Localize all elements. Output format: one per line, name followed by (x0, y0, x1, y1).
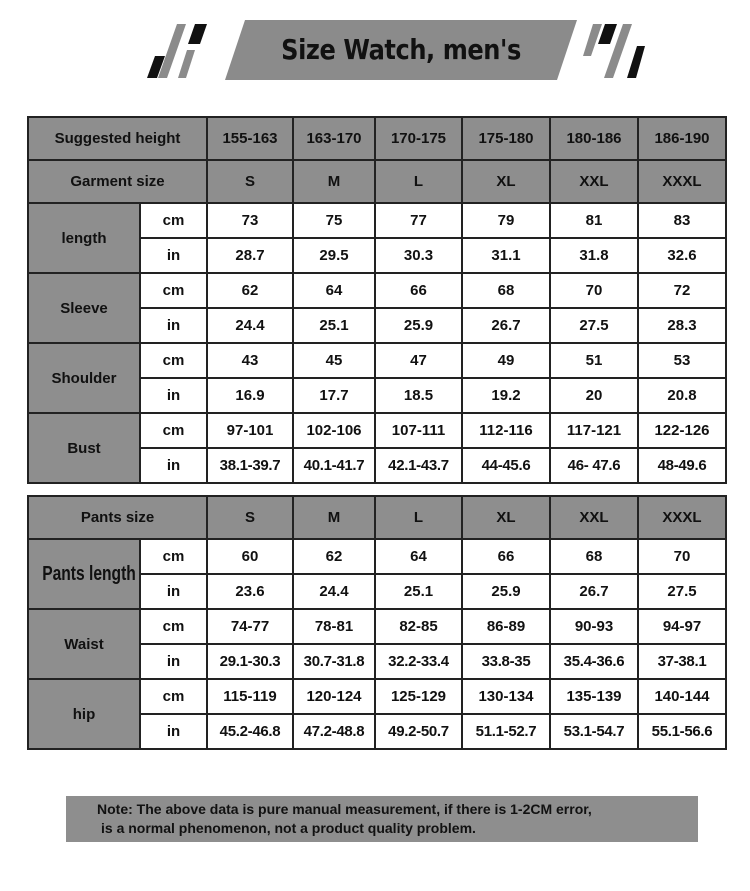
unit-cm: cm (140, 273, 207, 308)
value-cell: 47 (375, 343, 462, 378)
garment-size-label: Garment size (28, 160, 207, 203)
value-cell: 28.3 (638, 308, 726, 343)
size-cell: XXXL (638, 496, 726, 539)
value-cell: 27.5 (638, 574, 726, 609)
value-cell: 64 (293, 273, 375, 308)
value-cell: 66 (462, 539, 550, 574)
measure-label-hip: hip (28, 679, 140, 749)
garment-size-row (28, 160, 726, 203)
table-row (28, 609, 726, 644)
table-row (28, 203, 726, 238)
value-cell: 31.1 (462, 238, 550, 273)
value-cell: 53 (638, 343, 726, 378)
measure-label-shoulder: Shoulder (28, 343, 140, 413)
unit-in: in (140, 378, 207, 413)
value-cell: 94-97 (638, 609, 726, 644)
value-cell: 49 (462, 343, 550, 378)
value-cell: 78-81 (293, 609, 375, 644)
value-cell: 66 (375, 273, 462, 308)
slash-stripes-left-icon (145, 22, 207, 78)
size-cell: M (293, 160, 375, 203)
size-cell: S (207, 160, 293, 203)
value-cell: 122-126 (638, 413, 726, 448)
value-cell: 29.1-30.3 (207, 644, 293, 679)
height-cell: 186-190 (638, 117, 726, 160)
height-cell: 155-163 (207, 117, 293, 160)
value-cell: 25.9 (462, 574, 550, 609)
value-cell: 49.2-50.7 (375, 714, 462, 749)
value-cell: 33.8-35 (462, 644, 550, 679)
value-cell: 29.5 (293, 238, 375, 273)
size-cell: L (375, 160, 462, 203)
unit-cm: cm (140, 609, 207, 644)
value-cell: 27.5 (550, 308, 638, 343)
value-cell: 112-116 (462, 413, 550, 448)
note-line-2: is a normal phenomenon, not a product quality problem. (101, 820, 476, 836)
garment-size-table (27, 116, 727, 484)
value-cell: 42.1-43.7 (375, 448, 462, 483)
value-cell: 28.7 (207, 238, 293, 273)
value-cell: 117-121 (550, 413, 638, 448)
measure-label-sleeve: Sleeve (28, 273, 140, 343)
value-cell: 32.6 (638, 238, 726, 273)
value-cell: 26.7 (550, 574, 638, 609)
unit-cm: cm (140, 539, 207, 574)
value-cell: 86-89 (462, 609, 550, 644)
size-cell: XL (462, 496, 550, 539)
value-cell: 102-106 (293, 413, 375, 448)
pants-size-label: Pants size (28, 496, 207, 539)
measure-label-pants-length (28, 539, 140, 609)
value-cell: 68 (550, 539, 638, 574)
value-cell: 62 (293, 539, 375, 574)
value-cell: 24.4 (207, 308, 293, 343)
value-cell: 130-134 (462, 679, 550, 714)
page-title: Size Watch, men's (281, 33, 521, 66)
table-row (28, 273, 726, 308)
unit-in: in (140, 238, 207, 273)
value-cell: 40.1-41.7 (293, 448, 375, 483)
height-cell: 170-175 (375, 117, 462, 160)
height-cell: 180-186 (550, 117, 638, 160)
value-cell: 25.9 (375, 308, 462, 343)
table-row (28, 343, 726, 378)
value-cell: 23.6 (207, 574, 293, 609)
value-cell: 30.3 (375, 238, 462, 273)
size-cell: XXL (550, 496, 638, 539)
value-cell: 47.2-48.8 (293, 714, 375, 749)
unit-in: in (140, 714, 207, 749)
value-cell: 115-119 (207, 679, 293, 714)
value-cell: 70 (638, 539, 726, 574)
size-cell: XXL (550, 160, 638, 203)
value-cell: 38.1-39.7 (207, 448, 293, 483)
suggested-height-label: Suggested height (28, 117, 207, 160)
pants-size-row (28, 496, 726, 539)
size-cell: M (293, 496, 375, 539)
unit-in: in (140, 308, 207, 343)
value-cell: 19.2 (462, 378, 550, 413)
value-cell: 51 (550, 343, 638, 378)
value-cell: 64 (375, 539, 462, 574)
value-cell: 73 (207, 203, 293, 238)
value-cell: 74-77 (207, 609, 293, 644)
table-row (28, 539, 726, 574)
unit-cm: cm (140, 343, 207, 378)
height-cell: 163-170 (293, 117, 375, 160)
unit-in: in (140, 448, 207, 483)
value-cell: 77 (375, 203, 462, 238)
value-cell: 79 (462, 203, 550, 238)
measure-label-waist: Waist (28, 609, 140, 679)
value-cell: 120-124 (293, 679, 375, 714)
value-cell: 75 (293, 203, 375, 238)
pants-size-table (27, 495, 727, 750)
slash-stripes-right-icon (583, 22, 645, 78)
measure-label-bust: Bust (28, 413, 140, 483)
value-cell: 43 (207, 343, 293, 378)
unit-cm: cm (140, 413, 207, 448)
value-cell: 16.9 (207, 378, 293, 413)
value-cell: 55.1-56.6 (638, 714, 726, 749)
pants-length-text: Pants length (42, 562, 136, 585)
unit-in: in (140, 644, 207, 679)
table-row (28, 679, 726, 714)
size-cell: L (375, 496, 462, 539)
value-cell: 83 (638, 203, 726, 238)
value-cell: 135-139 (550, 679, 638, 714)
value-cell: 25.1 (375, 574, 462, 609)
value-cell: 51.1-52.7 (462, 714, 550, 749)
note-text (97, 800, 697, 838)
value-cell: 107-111 (375, 413, 462, 448)
size-cell: S (207, 496, 293, 539)
value-cell: 82-85 (375, 609, 462, 644)
value-cell: 60 (207, 539, 293, 574)
value-cell: 25.1 (293, 308, 375, 343)
value-cell: 140-144 (638, 679, 726, 714)
size-cell: XXXL (638, 160, 726, 203)
value-cell: 20 (550, 378, 638, 413)
value-cell: 26.7 (462, 308, 550, 343)
value-cell: 24.4 (293, 574, 375, 609)
value-cell: 20.8 (638, 378, 726, 413)
unit-in: in (140, 574, 207, 609)
value-cell: 70 (550, 273, 638, 308)
size-cell: XL (462, 160, 550, 203)
value-cell: 32.2-33.4 (375, 644, 462, 679)
value-cell: 125-129 (375, 679, 462, 714)
value-cell: 81 (550, 203, 638, 238)
height-cell: 175-180 (462, 117, 550, 160)
value-cell: 35.4-36.6 (550, 644, 638, 679)
value-cell: 45.2-46.8 (207, 714, 293, 749)
value-cell: 90-93 (550, 609, 638, 644)
unit-cm: cm (140, 679, 207, 714)
measure-label-length: length (28, 203, 140, 273)
value-cell: 97-101 (207, 413, 293, 448)
value-cell: 30.7-31.8 (293, 644, 375, 679)
value-cell: 46- 47.6 (550, 448, 638, 483)
note-line-1: Note: The above data is pure manual measurement, if there is 1-2CM error, (97, 801, 592, 817)
value-cell: 18.5 (375, 378, 462, 413)
unit-cm: cm (140, 203, 207, 238)
value-cell: 44-45.6 (462, 448, 550, 483)
value-cell: 45 (293, 343, 375, 378)
table-row (28, 413, 726, 448)
value-cell: 68 (462, 273, 550, 308)
value-cell: 17.7 (293, 378, 375, 413)
value-cell: 31.8 (550, 238, 638, 273)
value-cell: 48-49.6 (638, 448, 726, 483)
value-cell: 62 (207, 273, 293, 308)
value-cell: 53.1-54.7 (550, 714, 638, 749)
value-cell: 72 (638, 273, 726, 308)
value-cell: 37-38.1 (638, 644, 726, 679)
height-header-row (28, 117, 726, 160)
